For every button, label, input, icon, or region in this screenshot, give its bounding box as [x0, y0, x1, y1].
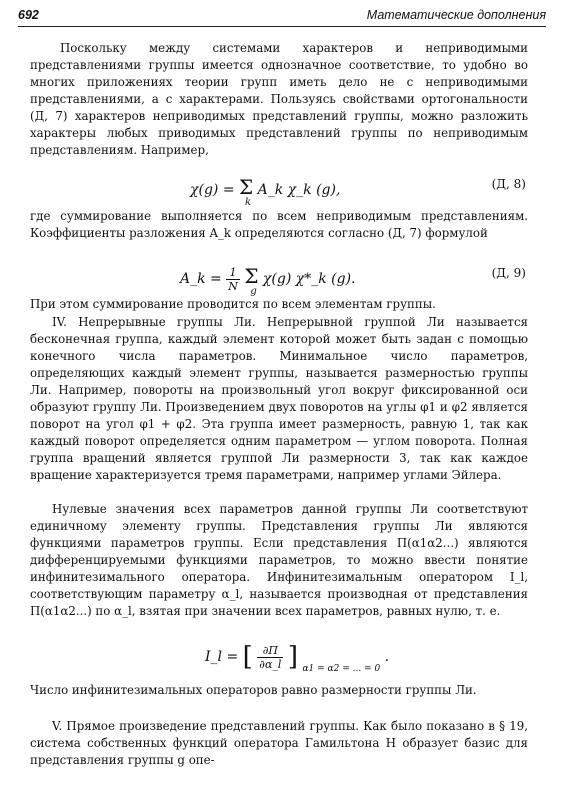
paragraph-intro: Поскольку между системами характеров и неприводимыми представлениями группы имеется однозначное соответствие, то удобно во многих приложениях теории групп иметь дело не с неприводимыми представлениями, а с характерами. Пользуясь свойствами ортогональности (Д, 7) характеров неприводимых представлений группы, можно разложить характеры любых приводимых представлений группы по неприводимым представлениям. Например, [30, 41, 528, 157]
equation-number: (Д, 8) [491, 177, 526, 191]
paragraph-operator-count: Число инфинитезимальных операторов равно размерности группы Ли. [30, 683, 477, 697]
fraction-denominator: N [228, 279, 238, 293]
paragraph-summation-note: При этом суммирование проводится по всем элементам группы. [30, 297, 436, 311]
equation-d9-body [180, 264, 356, 297]
sum-symbol: Σ k [239, 175, 254, 208]
right-bracket: ] [287, 642, 299, 672]
paragraph-direct-product: V. Прямое произведение представлений группы. Как было показано в § 19, система собственных функций оператора Гамильтона H образует базис для представления группы g опе- [30, 719, 528, 767]
eq-d9-rhs: χ(g) χ*_k (g). [262, 271, 356, 287]
sum-index: k [245, 197, 252, 208]
eq-inf-lhs: I_l = [205, 649, 239, 665]
paragraph-summation: где суммирование выполняется по всем неприводимым представлениям. Коэффициенты разложения A_k определяются согласно (Д, 7) формулой [30, 209, 528, 240]
page-header [18, 8, 546, 27]
equation-number: (Д, 9) [491, 266, 526, 280]
sum-symbol: Σ g [244, 264, 259, 297]
eq-d9-lhs: A_k = [180, 271, 222, 287]
fraction [257, 644, 283, 671]
paragraph-lie-groups: IV. Непрерывные группы Ли. Непрерывной группой Ли называется бесконечная группа, каждый элемент которой может быть задан с помощью конечного числа параметров. Минимальное число параметров, определяющих каждый элемент группы, называется размерностью группы Ли. Например, повороты на произвольный угол вокруг фиксированной оси образуют группу Ли. Произведением двух поворотов на углы φ1 и φ2 является поворот на угол φ1 + φ2. Эта группа имеет размерность, равную 1, так как каждый поворот определяется одним параметром — углом поворота. Полная группа вращений является группой Ли размерности 3, так как каждое вращение характеризуется тремя параметрами, например углами Эйлера. [30, 315, 528, 482]
fraction-denominator: ∂α_l [259, 657, 282, 671]
sum-index: g [250, 286, 257, 297]
eq-inf-tail: . [384, 649, 390, 665]
fraction-numerator: ∂П [257, 644, 283, 658]
eq-d8-rhs: A_k χ_k (g), [257, 182, 341, 198]
equation-d8 [30, 171, 528, 208]
equation-infinitesimal-body [205, 642, 389, 674]
eq-d8-lhs: χ(g) = [190, 182, 235, 198]
equation-d8-body [190, 175, 341, 208]
fraction [226, 266, 240, 293]
page-number: 692 [18, 8, 39, 22]
left-bracket: [ [242, 642, 253, 672]
equation-infinitesimal [30, 638, 528, 672]
evaluation-limit: α1 = α2 = ... = 0 [302, 664, 381, 674]
fraction-numerator: 1 [226, 266, 240, 280]
running-title: Математические дополнения [366, 8, 546, 22]
paragraph-zero-parameters: Нулевые значения всех параметров данной группы Ли соответствуют единичному элементу группы. Представления группы Ли являются функциями параметров группы. Если представления П(α1α2...) являются дифференцируемыми функциями параметров, то можно ввести понятие инфинитезимального оператора. Инфинитезимальным оператором I_l, соответствующим параметру α_l, называется производная от представления П(α1α2...) по α_l, взятая при значении всех параметров, равных нулю, т. е. [30, 502, 528, 618]
